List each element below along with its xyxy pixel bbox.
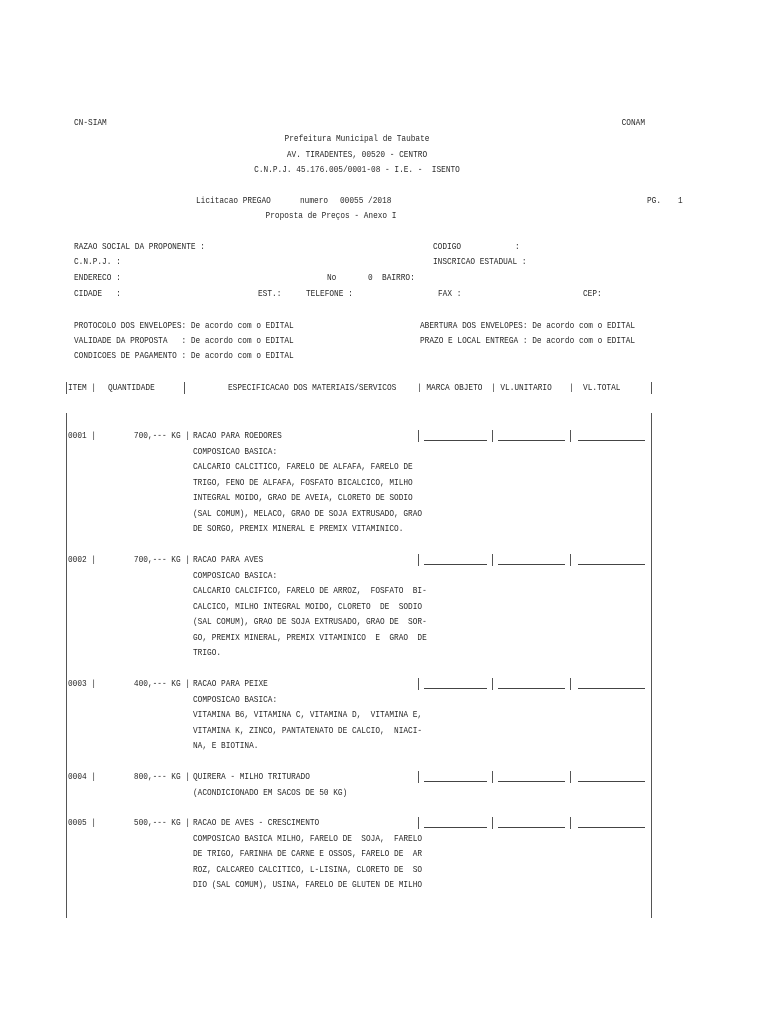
item-quantity: 700,--- KG | bbox=[133, 430, 190, 441]
item-description-line: CALCARIO CALCIFICO, FARELO DE ARROZ, FOSFATO BI- bbox=[193, 585, 427, 596]
item-description-line: TRIGO, FENO DE ALFAFA, FOSFATO BICALCICO, MILHO bbox=[193, 476, 413, 488]
blank-divider bbox=[570, 817, 571, 829]
protocolo-line: PROTOCOLO DOS ENVELOPES: De acordo com o EDITAL bbox=[74, 320, 294, 331]
item-number: 0005 | bbox=[68, 817, 97, 828]
marca-blank bbox=[424, 781, 487, 782]
col-header-item: ITEM | bbox=[68, 382, 97, 393]
cidade-field: CIDADE : bbox=[74, 288, 121, 299]
blank-divider bbox=[570, 771, 571, 783]
pagamento-line: CONDICOES DE PAGAMENTO : De acordo com o EDITAL bbox=[74, 350, 294, 361]
razao-social-field: RAZAO SOCIAL DA PROPONENTE : bbox=[74, 241, 205, 252]
item-description-line: (SAL COMUM), GRAO DE SOJA EXTRUSADO, GRAO DE SOR- bbox=[193, 616, 427, 627]
cnpj-field: C.N.P.J. : bbox=[74, 256, 121, 267]
total-blank bbox=[578, 564, 645, 565]
page-label: PG. bbox=[647, 195, 662, 206]
page-number: 1 bbox=[678, 195, 683, 206]
marca-blank bbox=[424, 564, 487, 565]
conam-code: CONAM bbox=[621, 117, 645, 128]
col-header-unitario: | VL.UNITARIO bbox=[491, 382, 552, 393]
estado-field: EST.: bbox=[258, 288, 282, 299]
col-header-marca: | MARCA OBJETO bbox=[417, 382, 483, 393]
unitario-blank bbox=[498, 440, 565, 441]
item-number: 0004 | bbox=[68, 771, 97, 782]
item-description-line: RACAO DE AVES - CRESCIMENTO bbox=[193, 817, 320, 828]
item-description-line: INTEGRAL MOIDO, GRAO DE AVEIA, CLORETO DE SODIO bbox=[193, 492, 413, 503]
item-description-line: COMPOSICAO BASICA: bbox=[193, 445, 278, 457]
abertura-line: ABERTURA DOS ENVELOPES: De acordo com o EDITAL bbox=[420, 320, 636, 331]
item-description-line: DE SORGO, PREMIX MINERAL E PREMIX VITAMINICO. bbox=[193, 523, 404, 534]
item-description-line: RACAO PARA PEIXE bbox=[193, 678, 268, 689]
item-description-line: DIO (SAL COMUM), USINA, FARELO DE GLUTEN DE MILHO bbox=[193, 879, 423, 890]
system-code: CN-SIAM bbox=[74, 117, 107, 128]
blank-divider bbox=[570, 430, 571, 442]
org-address: AV. TIRADENTES, 00520 - CENTRO bbox=[286, 149, 428, 160]
table-left-border bbox=[66, 382, 67, 394]
blank-divider bbox=[418, 430, 419, 442]
org-name: Prefeitura Municipal de Taubate bbox=[284, 133, 430, 144]
numero-field: No bbox=[327, 272, 337, 283]
item-description-line: RACAO PARA AVES bbox=[193, 554, 264, 565]
unitario-blank bbox=[498, 688, 565, 689]
item-description-line: RACAO PARA ROEDORES bbox=[193, 430, 282, 441]
marca-blank bbox=[424, 440, 487, 441]
item-description-line: DE TRIGO, FARINHA DE CARNE E OSSOS, FARELO DE AR bbox=[193, 848, 423, 859]
blank-divider bbox=[418, 771, 419, 783]
item-description-line: (ACONDICIONADO EM SACOS DE 50 KG) bbox=[193, 786, 348, 798]
codigo-field: CODIGO bbox=[433, 241, 462, 252]
blank-divider bbox=[492, 678, 493, 690]
col-header-quantidade: QUANTIDADE bbox=[108, 382, 155, 393]
fax-field: FAX : bbox=[438, 288, 462, 299]
item-quantity: 400,--- KG | bbox=[133, 678, 190, 689]
item-quantity: 500,--- KG | bbox=[133, 817, 190, 828]
numero-value: 00055 /2018 bbox=[340, 195, 392, 206]
col-header-especificacao: ESPECIFICACAO DOS MATERIAIS/SERVICOS bbox=[228, 382, 397, 393]
blank-divider bbox=[418, 678, 419, 690]
document-subtitle: Proposta de Preços - Anexo I bbox=[265, 210, 397, 221]
blank-divider bbox=[492, 554, 493, 566]
codigo-colon: : bbox=[515, 241, 520, 252]
item-description-line: COMPOSICAO BASICA: bbox=[193, 693, 278, 705]
org-cnpj: C.N.P.J. 45.176.005/0001-08 - I.E. - ISENTO bbox=[254, 164, 460, 175]
numero-label: numero bbox=[300, 195, 329, 206]
telefone-field: TELEFONE : bbox=[306, 288, 353, 299]
item-description-line: VITAMINA K, ZINCO, PANTATENATO DE CALCIO, NIACI- bbox=[193, 724, 423, 736]
prazo-line: PRAZO E LOCAL ENTREGA : De acordo com o EDITAL bbox=[420, 335, 636, 346]
col-header-divider bbox=[184, 382, 185, 394]
item-quantity: 700,--- KG | bbox=[133, 554, 190, 565]
col-header-total: | VL.TOTAL bbox=[569, 382, 621, 393]
item-number: 0001 | bbox=[68, 430, 97, 441]
table-right-border bbox=[651, 382, 652, 394]
total-blank bbox=[578, 781, 645, 782]
item-description-line: VITAMINA B6, VITAMINA C, VITAMINA D, VITAMINA E, bbox=[193, 709, 423, 720]
item-description-line: NA, E BIOTINA. bbox=[193, 740, 259, 751]
bairro-field: 0 BAIRRO: bbox=[368, 272, 415, 283]
total-blank bbox=[578, 440, 645, 441]
endereco-field: ENDERECO : bbox=[74, 272, 121, 283]
item-description-line: TRIGO. bbox=[193, 647, 222, 658]
blank-divider bbox=[492, 771, 493, 783]
blank-divider bbox=[418, 817, 419, 829]
total-blank bbox=[578, 827, 645, 828]
table-right-border bbox=[651, 413, 652, 918]
unitario-blank bbox=[498, 781, 565, 782]
item-description-line: ROZ, CALCAREO CALCITICO, L-LISINA, CLORETO DE SO bbox=[193, 863, 423, 875]
unitario-blank bbox=[498, 564, 565, 565]
blank-divider bbox=[492, 817, 493, 829]
total-blank bbox=[578, 688, 645, 689]
inscricao-field: INSCRICAO ESTADUAL : bbox=[433, 256, 527, 267]
item-number: 0002 | bbox=[68, 554, 97, 565]
item-description-line: QUIRERA - MILHO TRITURADO bbox=[193, 771, 310, 782]
item-description-line: GO, PREMIX MINERAL, PREMIX VITAMINICO E GRAO DE bbox=[193, 631, 427, 643]
validade-line: VALIDADE DA PROPOSTA : De acordo com o EDITAL bbox=[74, 335, 294, 346]
marca-blank bbox=[424, 827, 487, 828]
cep-field: CEP: bbox=[583, 288, 602, 299]
table-left-border bbox=[66, 413, 67, 918]
item-description-line: CALCICO, MILHO INTEGRAL MOIDO, CLORETO DE SODIO bbox=[193, 600, 423, 612]
blank-divider bbox=[492, 430, 493, 442]
item-description-line: CALCARIO CALCITICO, FARELO DE ALFAFA, FARELO DE bbox=[193, 461, 413, 472]
blank-divider bbox=[418, 554, 419, 566]
blank-divider bbox=[570, 554, 571, 566]
item-description-line: COMPOSICAO BASICA: bbox=[193, 569, 278, 581]
marca-blank bbox=[424, 688, 487, 689]
item-description-line: (SAL COMUM), MELACO, GRAO DE SOJA EXTRUSADO, GRAO bbox=[193, 507, 423, 519]
item-description-line: COMPOSICAO BASICA MILHO, FARELO DE SOJA, FARELO bbox=[193, 832, 423, 844]
item-number: 0003 | bbox=[68, 678, 97, 689]
unitario-blank bbox=[498, 827, 565, 828]
item-quantity: 800,--- KG | bbox=[133, 771, 190, 782]
licitacao-label: Licitacao PREGAO bbox=[196, 195, 271, 206]
blank-divider bbox=[570, 678, 571, 690]
